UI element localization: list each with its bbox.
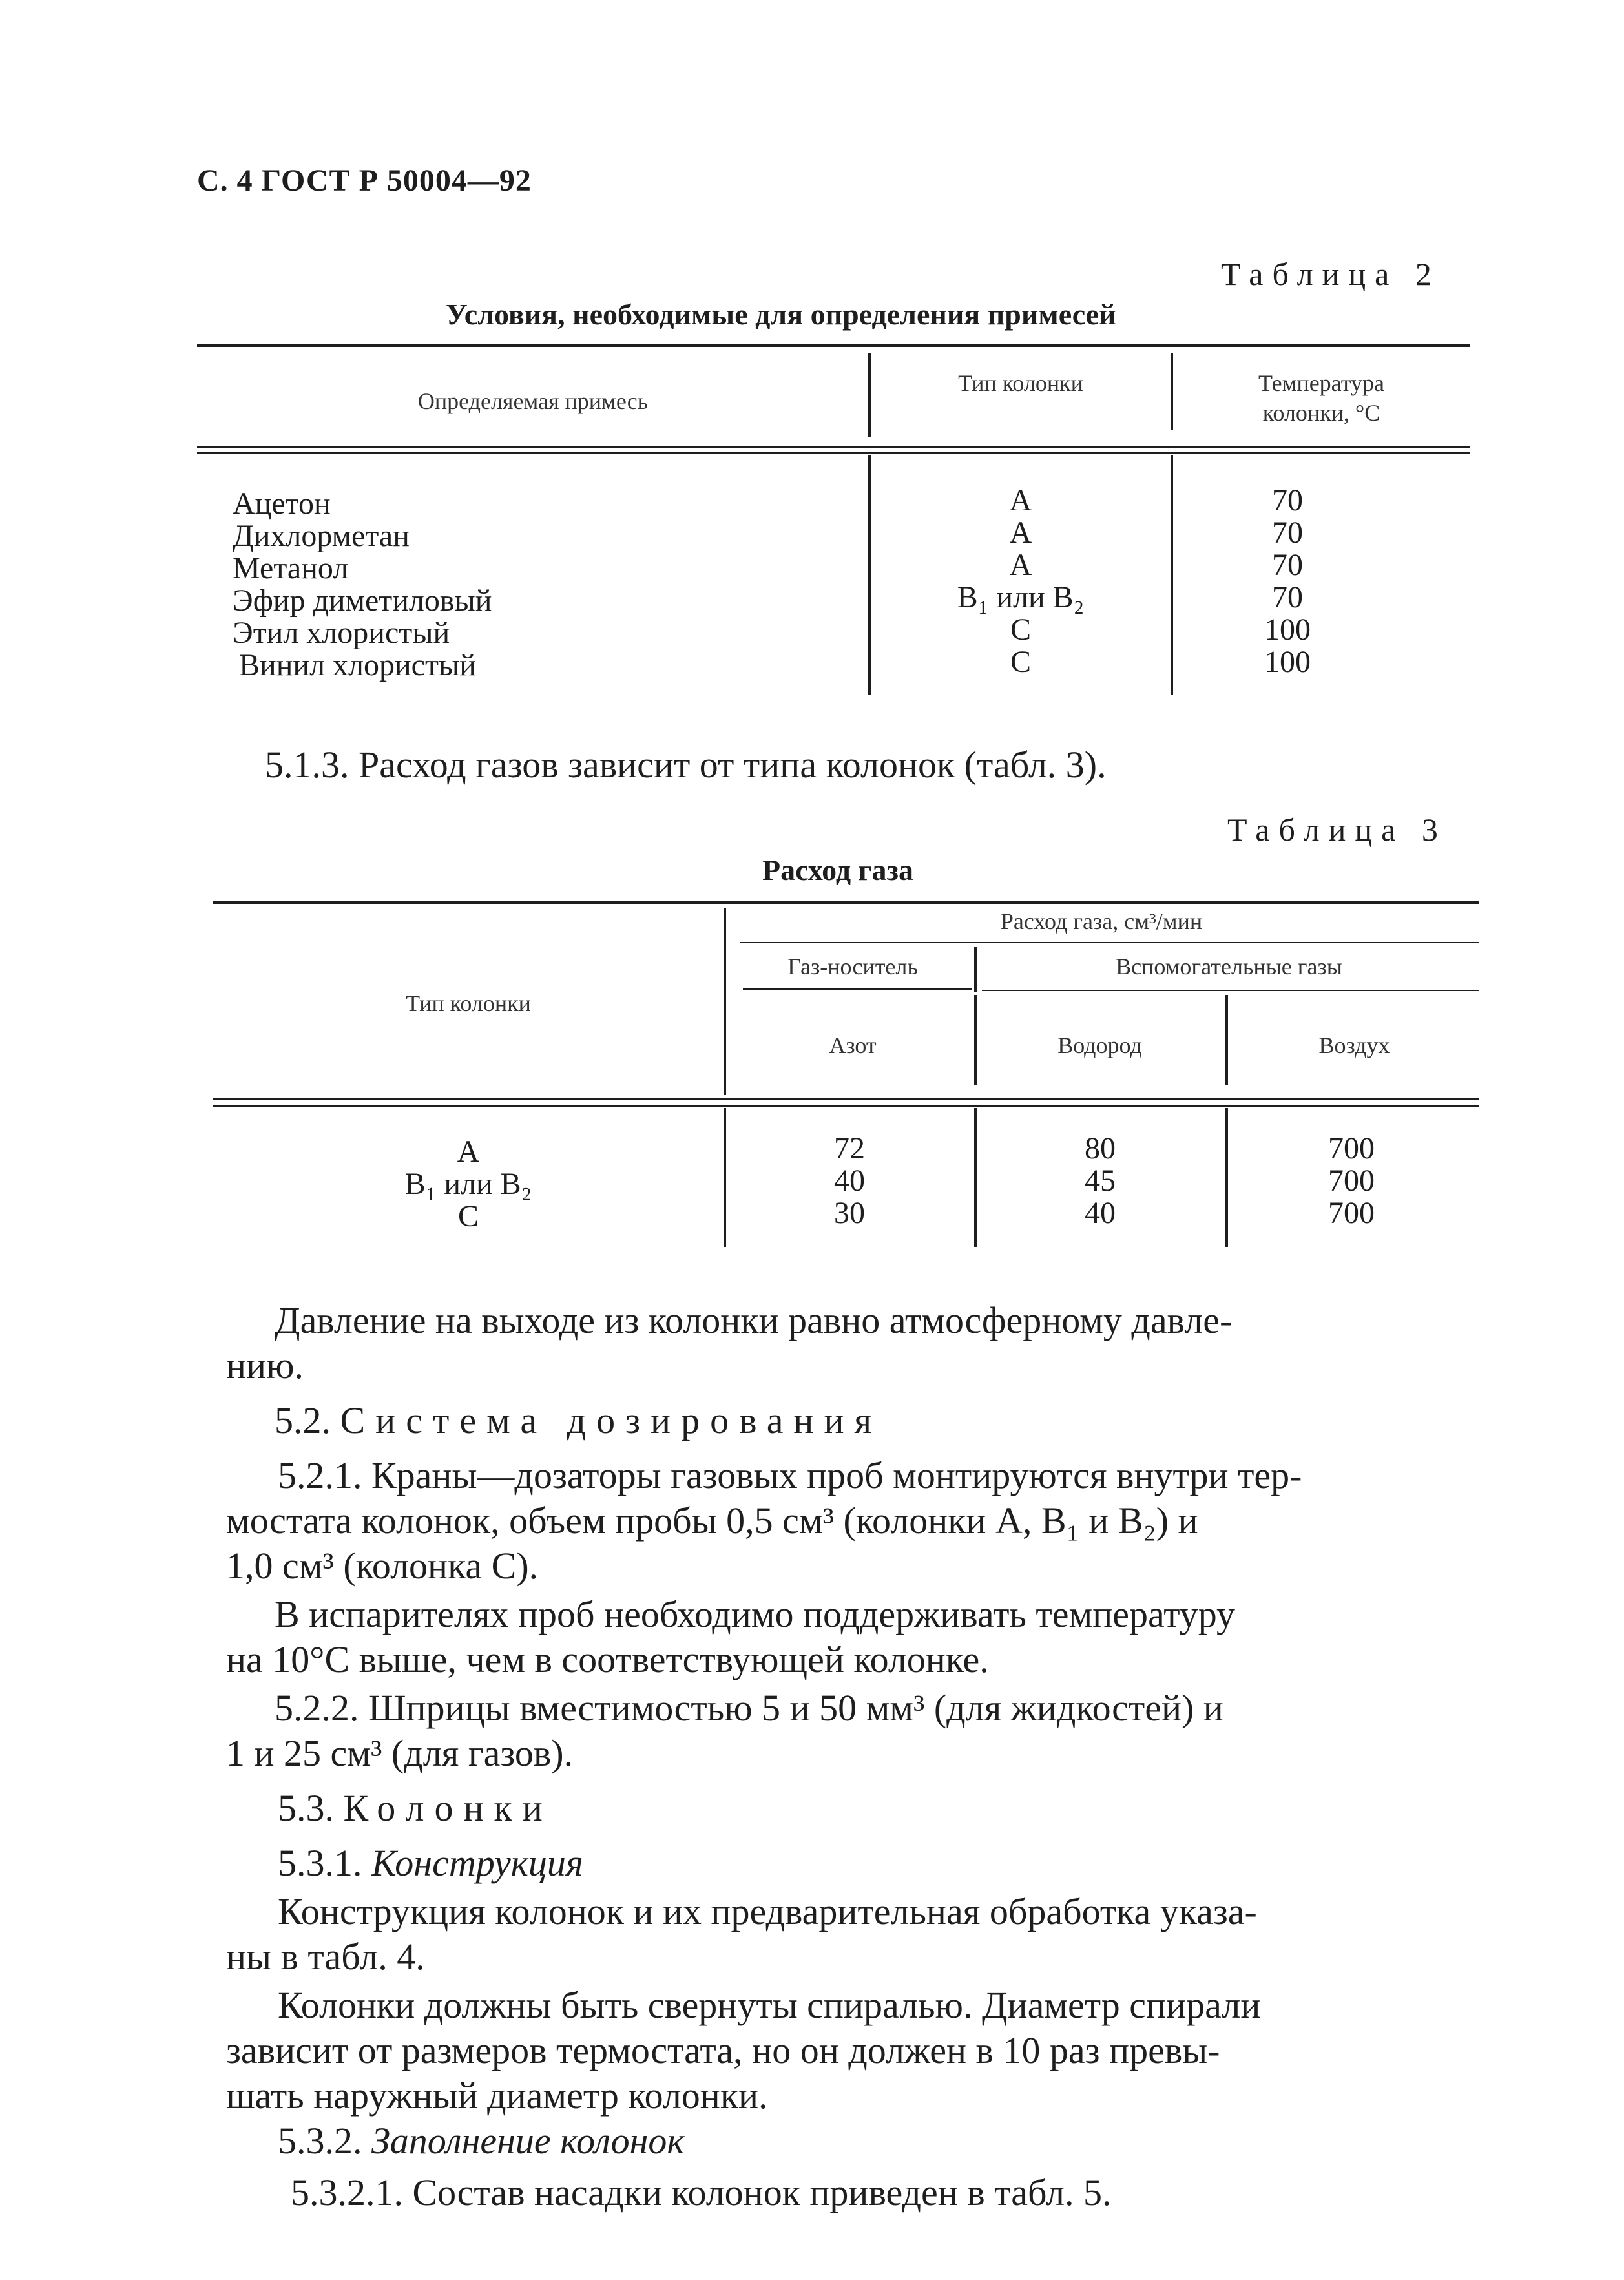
table2-impurity: Метанол (233, 551, 349, 585)
table3-header-rule (213, 1098, 1479, 1100)
p521-line-1: 5.2.1. Краны—дозаторы газовых проб монтируются внутри тер- (278, 1454, 1302, 1496)
table3-col-air: Воздух (1318, 1032, 1390, 1058)
construction-line-1: Конструкция колонок и их предварительная обработка указа- (278, 1890, 1257, 1932)
table3-nitrogen: 40 (834, 1164, 865, 1198)
section-number: 5.3.1. (278, 1842, 362, 1884)
section-title: Колонки (343, 1787, 553, 1829)
section-number: 5.2. (275, 1399, 331, 1441)
section-5-3-2-heading (278, 2119, 684, 2163)
table2-type: A (1009, 516, 1032, 550)
table3-col-carrier: Газ-носитель (787, 954, 918, 979)
table3-col-hydrogen: Водород (1057, 1032, 1142, 1058)
para-5-1-3: 5.1.3. Расход газов зависит от типа колонок (табл. 3). (265, 744, 1107, 786)
table2-temp: 100 (1264, 612, 1311, 647)
table3-type: C (457, 1199, 479, 1233)
section-5-3-heading (278, 1786, 553, 1830)
table2-impurity: Ацетон (233, 486, 331, 521)
table3-col-nitrogen: Азот (829, 1032, 877, 1058)
table2-top-rule (197, 344, 1470, 347)
table2-label: Таблица 2 (1221, 256, 1441, 292)
table3-nitrogen: 72 (834, 1131, 865, 1166)
construction-line-2: ны в табл. 4. (226, 1936, 425, 1978)
p522-line-2: 1 и 25 см³ (для газов). (226, 1732, 574, 1774)
table2-col-type: Тип колонки (958, 370, 1083, 396)
table3-header-rule (740, 942, 1479, 943)
table2-type: C (1010, 645, 1031, 679)
table2-impurity: Эфир диметиловый (233, 583, 492, 618)
section-title: Заполнение колонок (371, 2120, 685, 2162)
table3-group-header: Расход газа, см³/мин (1000, 908, 1203, 934)
table2-type: A (1009, 548, 1032, 582)
table2-col-impurity: Определяемая примесь (417, 388, 649, 414)
table3-header-divider (1225, 995, 1228, 1085)
table3-type: A (457, 1135, 480, 1169)
table3-col-type: Тип колонки (406, 990, 531, 1016)
section-5-3-1-heading (278, 1841, 583, 1885)
table3-hydrogen: 40 (1085, 1196, 1116, 1230)
table3-air: 700 (1328, 1131, 1375, 1166)
table3-col-auxiliary: Вспомогательные газы (1116, 954, 1342, 979)
table3-header-rule (743, 988, 972, 990)
table3-air: 700 (1328, 1196, 1375, 1230)
table2-col-temp: Температура колонки, °С (1258, 370, 1384, 426)
page-header: С. 4 ГОСТ Р 50004—92 (197, 163, 532, 198)
table2-temp: 70 (1272, 548, 1303, 582)
table2-header-divider (1171, 353, 1173, 430)
section-5-2-heading (275, 1399, 882, 1443)
section-title: Система дозирования (340, 1399, 882, 1441)
spiral-line-1: Колонки должны быть свернуты спиралью. Диаметр спирали (278, 1984, 1261, 2026)
table2-header-rule (197, 452, 1470, 454)
table3-header-divider (974, 947, 977, 992)
table2-type: C (1010, 612, 1031, 647)
table2-temp: 100 (1264, 645, 1311, 679)
table2-body-divider (1171, 455, 1173, 695)
pressure-line-2: нию. (226, 1344, 304, 1386)
table3-title: Расход газа (762, 853, 913, 886)
table2-title: Условия, необходимые для определения примесей (446, 298, 1116, 331)
evaporator-line-2: на 10°С выше, чем в соответствующей колонке. (226, 1638, 989, 1680)
table2-impurity: Этил хлористый (233, 616, 450, 650)
spiral-line-3: шать наружный диаметр колонки. (226, 2075, 768, 2117)
p521-line-2: мостата колонок, объем пробы 0,5 см³ (колонки А, B₁ и B₂) и (226, 1500, 1198, 1542)
table2-header-rule (197, 446, 1470, 448)
table2-type: A (1009, 483, 1032, 518)
section-title: Конструкция (371, 1842, 583, 1884)
p522-line-1: 5.2.2. Шприцы вместимостью 5 и 50 мм³ (для жидкостей) и (275, 1687, 1223, 1729)
table3-body-divider (1225, 1108, 1228, 1247)
table2-temp: 70 (1272, 516, 1303, 550)
spiral-line-2: зависит от размеров термостата, но он должен в 10 раз превы- (226, 2029, 1220, 2071)
table3-air: 700 (1328, 1164, 1375, 1198)
table3-body-divider (974, 1108, 977, 1247)
table3-top-rule (213, 901, 1479, 904)
table3-hydrogen: 80 (1085, 1131, 1116, 1166)
evaporator-line-1: В испарителях проб необходимо поддерживать температуру (275, 1593, 1236, 1635)
table3-header-rule (213, 1105, 1479, 1107)
table2-temp: 70 (1272, 580, 1303, 614)
table3-label: Таблица 3 (1227, 811, 1447, 848)
table2-type: B₁ или B₂ (957, 580, 1085, 614)
table3-type: B₁ или B₂ (404, 1167, 532, 1201)
section-number: 5.3. (278, 1787, 334, 1829)
table3-header-rule (982, 990, 1479, 991)
table2-body-divider (868, 455, 871, 695)
table3-header-divider (974, 995, 977, 1085)
pressure-line-1: Давление на выходе из колонки равно атмосферному давле- (275, 1299, 1233, 1341)
table2-impurity: Винил хлористый (239, 648, 476, 682)
section-number: 5.3.2. (278, 2120, 362, 2162)
table3-nitrogen: 30 (834, 1196, 865, 1230)
table3-body-divider (724, 1108, 726, 1247)
p5321-line: 5.3.2.1. Состав насадки колонок приведен в табл. 5. (291, 2171, 1112, 2213)
table2-temp: 70 (1272, 483, 1303, 518)
table2-impurity: Дихлорметан (233, 519, 410, 553)
p521-line-3: 1,0 см³ (колонка С). (226, 1545, 539, 1587)
table3-hydrogen: 45 (1085, 1164, 1116, 1198)
